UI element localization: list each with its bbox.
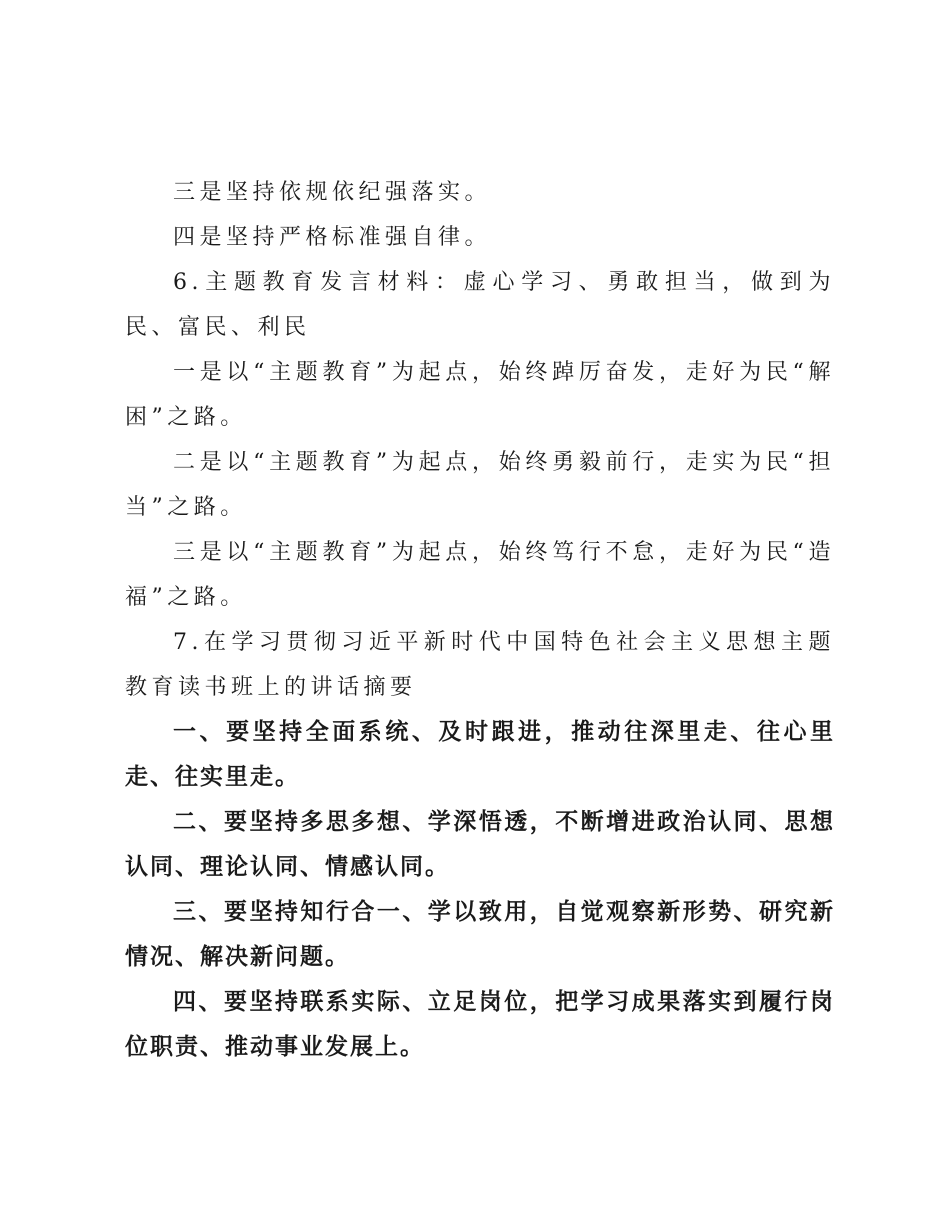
paragraph-item-1-relief: 一是以“主题教育”为起点，始终踔厉奋发，走好为民“解困”之路。	[125, 360, 835, 430]
bold-point-2: 二、要坚持多思多想、学深悟透，不断增进政治认同、思想认同、理论认同、情感认同。	[125, 809, 835, 880]
bold-point-4: 四、要坚持联系实际、立足岗位，把学习成果落实到履行岗位职责、推动事业发展上。	[125, 989, 835, 1060]
document-body	[125, 170, 835, 1070]
paragraph-item-3-strict-discipline: 三是坚持依规依纪强落实。	[173, 180, 492, 205]
section-heading-6: 6.主题教育发言材料：虚心学习、勇敢担当，做到为民、富民、利民	[125, 270, 835, 340]
bold-point-1: 一、要坚持全面系统、及时跟进，推动往深里走、往心里走、往实里走。	[125, 719, 835, 790]
paragraph-item-2-responsibility: 二是以“主题教育”为起点，始终勇毅前行，走实为民“担当”之路。	[125, 450, 835, 520]
paragraph-item-3-welfare: 三是以“主题教育”为起点，始终笃行不怠，走好为民“造福”之路。	[125, 540, 835, 610]
section-heading-7: 7.在学习贯彻习近平新时代中国特色社会主义思想主题教育读书班上的讲话摘要	[125, 630, 835, 700]
paragraph-item-4-self-discipline: 四是坚持严格标准强自律。	[173, 225, 492, 250]
bold-point-3: 三、要坚持知行合一、学以致用，自觉观察新形势、研究新情况、解决新问题。	[125, 899, 835, 970]
